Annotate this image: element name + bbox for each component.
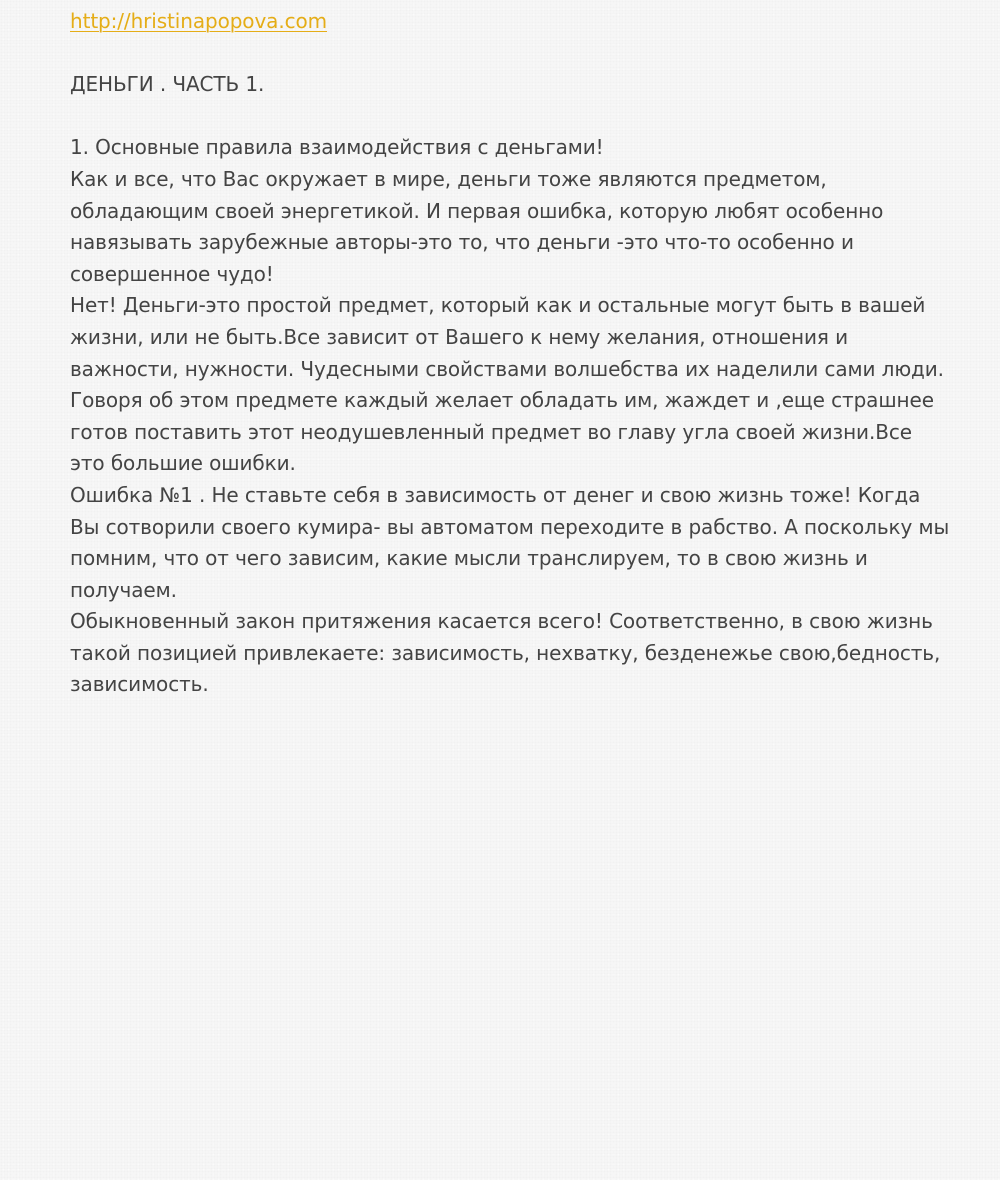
note-body: [70, 6, 950, 701]
paragraph: Говоря об этом предмете каждый желает обладать им, жаждет и ,еще страшнее готов поставить этот неодушевленный предмет во главу угла своей жизни.Все это большие ошибки.: [70, 388, 934, 476]
section-heading: 1. Основные правила взаимодействия с деньгами!: [70, 135, 604, 160]
paragraph: Как и все, что Вас окружает в мире, деньги тоже являются предметом, обладающим своей энергетикой. И первая ошибка, которую любят особенно навязывать зарубежные авторы-это то, что деньги -это что-то особенно и совершенное чудо!: [70, 166, 884, 286]
paragraph: Ошибка №1 . Не ставьте себя в зависимость от денег и свою жизнь тоже! Когда Вы сотворили своего кумира- вы автоматом переходите в рабство. А поскольку мы помним, что от чего зависим, какие мысли транслируем, то в свою жизнь и получаем.: [70, 482, 950, 602]
note-heading: ДЕНЬГИ . ЧАСТЬ 1.: [70, 72, 265, 97]
blank-line: [70, 38, 950, 70]
website-link[interactable]: http://hristinapopova.com: [70, 9, 328, 33]
blank-line: [70, 101, 950, 133]
paragraph: Обыкновенный закон притяжения касается всего! Соответственно, в свою жизнь такой позицией привлекаете: зависимость, нехватку, безденежье свою,бедность, зависимость.: [70, 609, 941, 697]
paragraph: Нет! Деньги-это простой предмет, который как и остальные могут быть в вашей жизни, или не быть.Все зависит от Вашего к нему желания, отношения и важности, нужности. Чудесными свойствами волшебства их наделили сами люди.: [70, 293, 944, 381]
